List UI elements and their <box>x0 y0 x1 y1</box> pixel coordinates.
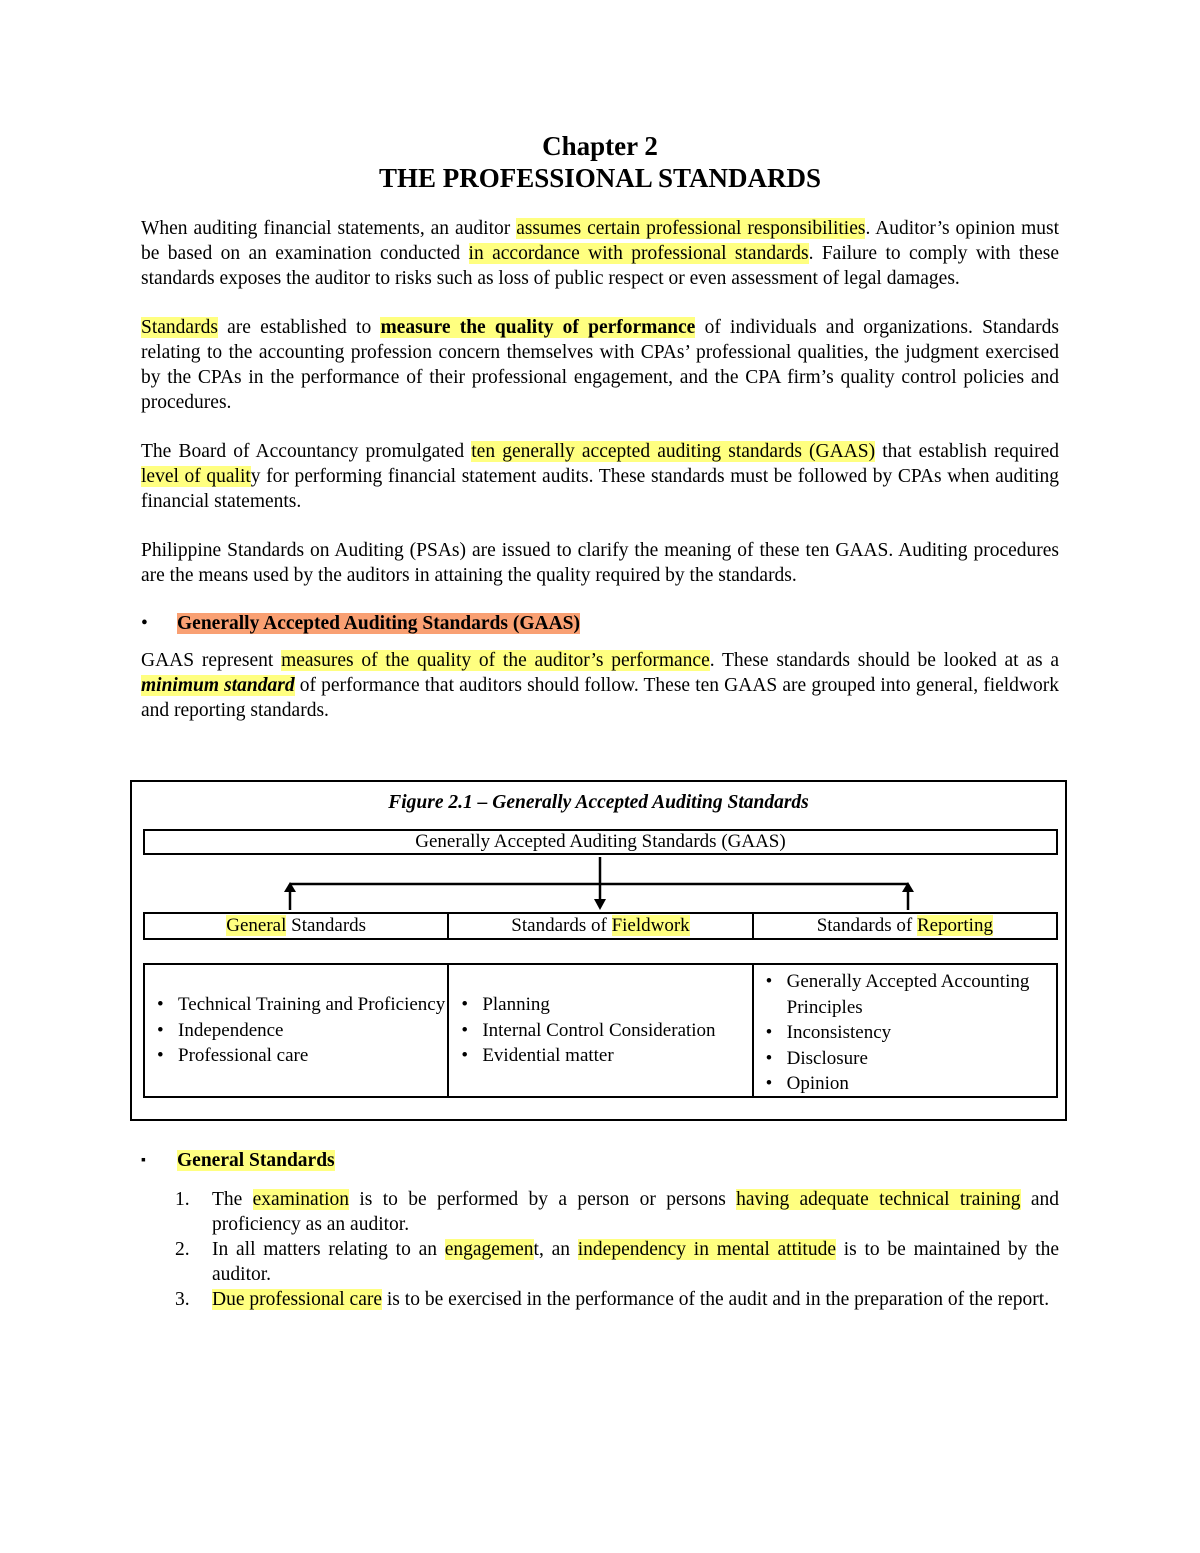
reporting-standards-list <box>754 965 1056 1096</box>
figure-top-box: Generally Accepted Auditing Standards (GAAS) <box>143 829 1058 855</box>
list-item: • Internal Control Consideration <box>461 1018 751 1044</box>
highlight-text: measure the quality of performance <box>380 317 696 338</box>
highlight-text: assumes certain professional responsibilities <box>516 218 866 239</box>
figure-items-row <box>143 963 1058 1098</box>
list-item: • Disclosure <box>766 1046 1056 1072</box>
general-standards-numbered-list <box>141 1187 1059 1312</box>
highlight-text: Standards <box>141 317 218 338</box>
list-item: 3. Due professional care is to be exercised in the performance of the audit and in the preparation of the report. <box>175 1289 1050 1310</box>
figure-title: Figure 2.1 – Generally Accepted Auditing Standards <box>388 792 809 813</box>
figure-connector-arrows <box>132 782 1069 917</box>
category-reporting: Standards of Reporting <box>816 915 993 936</box>
square-bullet-icon: ▪ <box>141 1153 146 1168</box>
paragraph-responsibilities: When auditing financial statements, an auditor assumes certain professional responsibilities. Auditor’s opinion must be based on an examination conducted in accordance with professional standards. Failure to comply with these standards exposes the auditor to risks such as loss of public respect or even assessment of legal damages. <box>141 218 1059 289</box>
list-item: • Inconsistency <box>766 1020 1056 1046</box>
list-item: • Independence <box>157 1018 447 1044</box>
highlight-text: level of qualit <box>141 466 251 487</box>
document-body <box>141 130 1059 723</box>
highlight-text: ten generally accepted auditing standards (GAAS) <box>471 441 876 462</box>
fieldwork-standards-list <box>449 965 753 1096</box>
category-fieldwork: Standards of Fieldwork <box>449 914 753 938</box>
bullet-icon: • <box>141 613 148 634</box>
general-standards-section <box>141 1148 1059 1312</box>
paragraph-board: The Board of Accountancy promulgated ten generally accepted auditing standards (GAAS) that establish required level of quality for performing financial statement audits. These standards must be followed by CPAs when auditing financial statements. <box>141 441 1059 512</box>
paragraph-standards: Standards are established to measure the quality of performance of individuals and organizations. Standards relating to the accounting profession concern themselves with CPAs’ professional qualities, the judgment exercised by the CPAs in the performance of their professional engagement, and the CPA firm’s quality control policies and procedures. <box>141 317 1060 413</box>
list-item: 2. In all matters relating to an engagement, an independency in mental attitude is to be maintained by the auditor. <box>175 1239 1060 1285</box>
list-item: • Opinion <box>766 1071 1056 1097</box>
highlight-text: measures of the quality of the auditor’s performance <box>281 650 710 671</box>
general-standards-list <box>145 965 449 1096</box>
highlight-text: in accordance with professional standards <box>468 243 809 264</box>
chapter-number: Chapter 2 <box>542 131 658 161</box>
list-item: • Planning <box>461 992 751 1018</box>
list-item: • Technical Training and Proficiency <box>157 992 447 1018</box>
list-item: • Professional care <box>157 1043 447 1069</box>
figure-category-row <box>143 912 1058 940</box>
figure-gaas <box>130 780 1067 1121</box>
gaas-heading: • Generally Accepted Auditing Standards (GAAS) <box>141 613 581 634</box>
category-general: General Standards <box>145 914 449 938</box>
list-item: • Generally Accepted Accounting Principles <box>766 969 1056 1020</box>
chapter-title: THE PROFESSIONAL STANDARDS <box>378 163 822 193</box>
paragraph-gaas: GAAS represent measures of the quality of the auditor’s performance. These standards should be looked at as a minimum standard of performance that auditors should follow. These ten GAAS are grouped into general, fieldwork and reporting standards. <box>141 650 1060 721</box>
list-item: • Evidential matter <box>461 1043 751 1069</box>
paragraph-psa: Philippine Standards on Auditing (PSAs) are issued to clarify the meaning of these ten GAAS. Auditing procedures are the means used by the auditors in attaining the quality required by the standards. <box>141 540 1059 586</box>
arrow-head-center <box>594 899 606 910</box>
list-item: 1. The examination is to be performed by a person or persons having adequate technical training and proficiency as an auditor. <box>175 1189 1060 1235</box>
general-standards-heading: ▪ General Standards <box>141 1150 335 1171</box>
highlight-text: minimum standard <box>141 675 295 696</box>
